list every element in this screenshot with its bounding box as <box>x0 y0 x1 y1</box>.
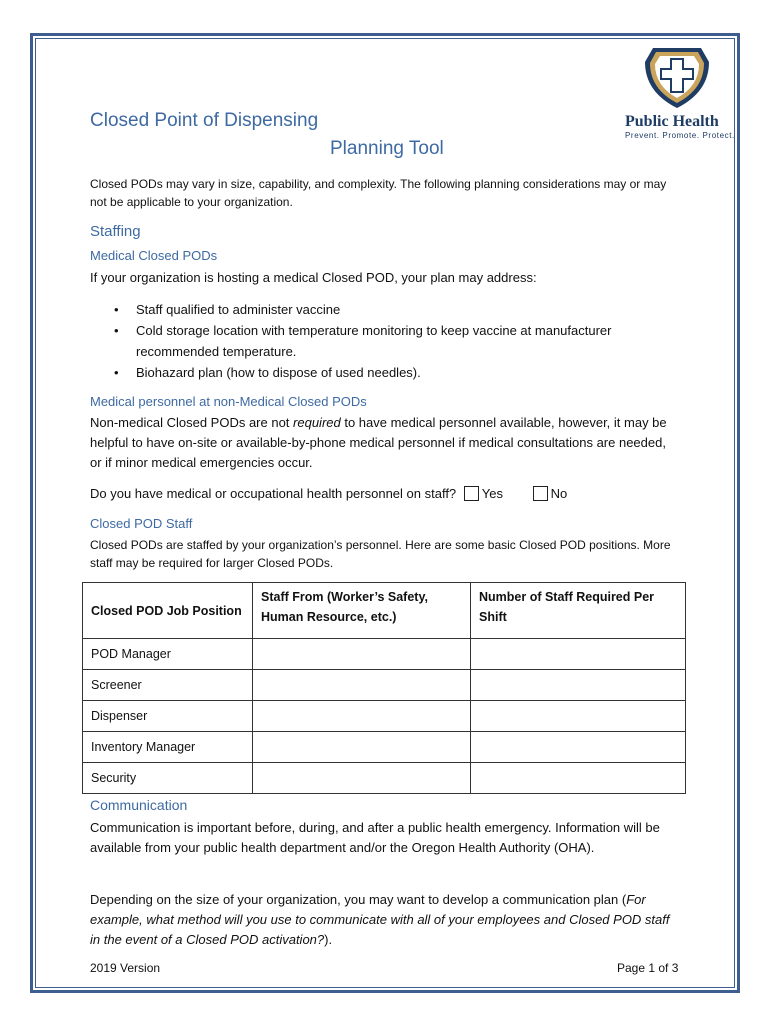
logo-name: Public Health <box>625 113 719 130</box>
medical-pods-heading: Medical Closed PODs <box>90 248 218 263</box>
table-row <box>83 639 686 670</box>
staff-from-cell[interactable] <box>253 701 471 732</box>
table-row <box>83 763 686 794</box>
logo-tagline: Prevent. Promote. Protect. <box>625 131 735 140</box>
communication-para-1: Communication is important before, during, and after a public health emergency. Information will be available from your public health department and/or the Oregon Health Authority (OHA). <box>90 820 660 855</box>
staff-count-cell[interactable] <box>471 732 686 763</box>
table-row <box>83 670 686 701</box>
non-medical-heading: Medical personnel at non-Medical Closed PODs <box>90 394 367 409</box>
medical-requirements-list <box>108 299 668 383</box>
header-staff-from: Staff From (Worker’s Safety, Human Resource, etc.) <box>253 583 471 639</box>
no-checkbox[interactable] <box>533 486 548 501</box>
job-position-cell: POD Manager <box>83 639 253 670</box>
staff-count-cell[interactable] <box>471 763 686 794</box>
staff-from-cell[interactable] <box>253 639 471 670</box>
pod-staff-table <box>82 582 686 794</box>
job-position-cell: Screener <box>83 670 253 701</box>
emphasis-required: required <box>293 415 341 430</box>
staff-from-cell[interactable] <box>253 732 471 763</box>
header-job-position: Closed POD Job Position <box>83 583 253 639</box>
footer-version: 2019 Version <box>90 961 161 975</box>
list-item: • Staff qualified to administer vaccine <box>108 299 668 320</box>
document-title: Closed Point of Dispensing <box>90 110 319 131</box>
footer-page-number: Page 1 of 3 <box>617 961 679 975</box>
job-position-cell: Security <box>83 763 253 794</box>
table-header-row <box>83 583 686 639</box>
staff-count-cell[interactable] <box>471 639 686 670</box>
staff-from-cell[interactable] <box>253 670 471 701</box>
staffing-heading: Staffing <box>90 223 141 240</box>
no-label: No <box>550 486 568 501</box>
public-health-logo <box>615 40 735 140</box>
header-staff-required: Number of Staff Required Per Shift <box>471 583 686 639</box>
pod-staff-text: Closed PODs are staffed by your organization’s personnel. Here are some basic Closed POD positions. More staff may be required for larger Closed PODs. <box>90 538 671 570</box>
yes-label: Yes <box>481 486 504 501</box>
document-subtitle: Planning Tool <box>330 138 444 159</box>
shield-cross-icon <box>615 40 735 110</box>
communication-heading: Communication <box>90 797 188 813</box>
intro-text: Closed PODs may vary in size, capability, and complexity. The following planning considerations may or may not be applicable to your organization. <box>90 177 667 209</box>
communication-para-2: Depending on the size of your organization, you may want to develop a communication plan (For example, what method will you use to communicate with all of your employees and Closed POD staff in the event of a Closed POD activation?). <box>90 892 670 947</box>
list-item: • Cold storage location with temperature monitoring to keep vaccine at manufacturer recommended temperature. <box>108 320 668 362</box>
non-medical-text: Non-medical Closed PODs are not required to have medical personnel available, however, it may be helpful to have on-site or available-by-phone medical personnel if medical consultations are needed, or if minor medical emergencies occur. <box>90 415 667 470</box>
staff-count-cell[interactable] <box>471 670 686 701</box>
job-position-cell: Inventory Manager <box>83 732 253 763</box>
medical-staff-question <box>90 484 567 503</box>
job-position-cell: Dispenser <box>83 701 253 732</box>
communication-example: For example, what method will you use to communicate with all of your employees and Closed POD staff in the event of a Closed POD activation? <box>90 892 670 947</box>
table-row <box>83 732 686 763</box>
table-row <box>83 701 686 732</box>
staff-from-cell[interactable] <box>253 763 471 794</box>
yes-checkbox[interactable] <box>464 486 479 501</box>
medical-pods-text: If your organization is hosting a medical Closed POD, your plan may address: <box>90 270 537 285</box>
list-item: • Biohazard plan (how to dispose of used needles). <box>108 362 668 383</box>
question-text: Do you have medical or occupational health personnel on staff? <box>90 486 457 501</box>
pod-staff-heading: Closed POD Staff <box>90 516 193 531</box>
staff-count-cell[interactable] <box>471 701 686 732</box>
